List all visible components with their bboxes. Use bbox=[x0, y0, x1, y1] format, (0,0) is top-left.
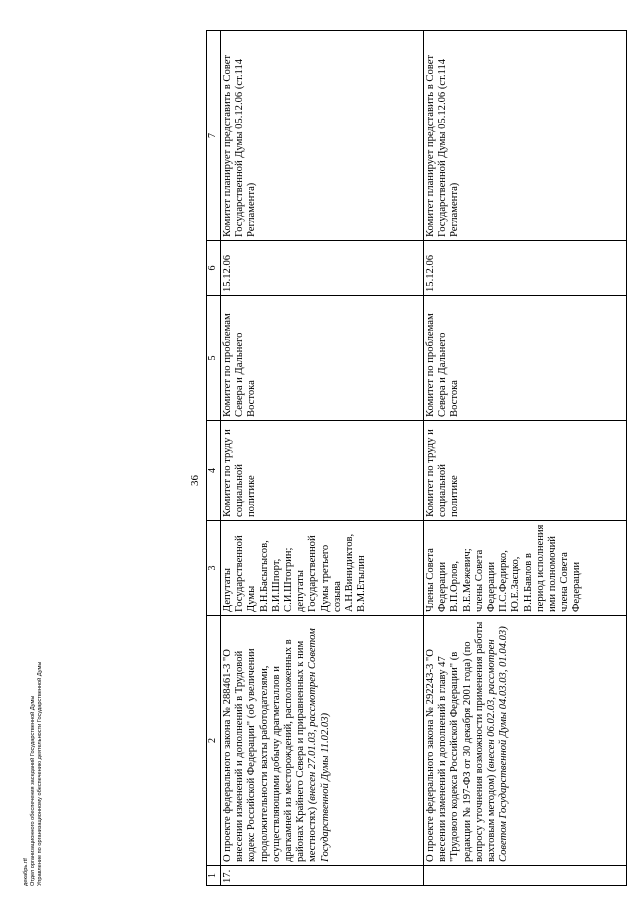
column-header: 7 bbox=[207, 31, 221, 241]
responsible-committee: Комитет по труду и социальной политике bbox=[424, 421, 627, 521]
footer-filename: декабрь.rtf bbox=[23, 858, 29, 886]
deadline-date: 15.12.06 bbox=[424, 241, 627, 296]
bill-authors: Члены Совета Федерации В.П.Орлов, В.Е.Межевич; члены Совета Федерации П.С.Федирко, Ю.Е.Заєцко, В.Н.Бавлов в период исполнения ими полномочий члена Совета Федерации bbox=[424, 521, 627, 616]
bills-table bbox=[206, 30, 627, 886]
committee-plan: Комитет планирует представить в Совет Государственной Думы 05.12.06 (ст.114 Регламента) bbox=[221, 31, 424, 241]
co-executor-committee: Комитет по проблемам Севера и Дальнего Востока bbox=[221, 296, 424, 421]
bill-title: О проекте федерального закона № 292243-3 "О внесении изменений и дополнений в главу 47 "Трудового кодекса Российской Федерации" (в редакции № 197-ФЗ от 30 декабря 2001 года) (по вопросу уточнения возможности применения работы вахтовым методом) bbox=[425, 621, 498, 862]
column-header: 3 bbox=[207, 521, 221, 616]
co-executor-committee: Комитет по проблемам Севера и Дальнего Востока bbox=[424, 296, 627, 421]
document-page bbox=[23, 31, 583, 886]
column-header: 6 bbox=[207, 241, 221, 296]
committee-plan: Комитет планирует представить в Совет Государственной Думы 05.12.06 (ст.114 Регламента) bbox=[424, 31, 627, 241]
footer-department: Отдел организационного обеспечения заседаний Государственной Думы bbox=[30, 695, 36, 886]
bill-description bbox=[221, 616, 424, 866]
row-number: 17. bbox=[221, 866, 424, 886]
column-header: 1 bbox=[207, 866, 221, 886]
bill-title: О проекте федерального закона № 288461-3 "О внесении изменений и дополнений в Трудовой кодекс Российской Федерации" (об увеличении продолжительности вахты работодателями, осуществляющими добычу драгметаллов и драгкамней из месторождений, расположенных в районах Крайнего Севера и приравненных к ним местностях) bbox=[222, 639, 319, 862]
footer-directorate: Управление по организационному обеспечению деятельности Государственной Думы bbox=[37, 661, 43, 886]
table-row bbox=[424, 31, 627, 886]
row-number bbox=[424, 866, 627, 886]
column-header: 2 bbox=[207, 616, 221, 866]
column-header: 4 bbox=[207, 421, 221, 521]
bill-note: (внесен 06.02.03, рассмотрен Советом Государственной Думы 04.03.03, 01.04.03) bbox=[486, 626, 510, 862]
bill-authors: Депутаты Государственной Думы В.Н.Басыгысов, В.И.Шпорт, С.И.Штогрин; депутаты Государственной Думы третьего созыва А.Н.Винидиктов, В.М.Етылин bbox=[221, 521, 424, 616]
page-number: 36 bbox=[189, 475, 201, 486]
bill-note: (внесен 27.01.03, рассмотрен Советом Государственной Думы 11.02.03) bbox=[307, 628, 331, 862]
column-header: 5 bbox=[207, 296, 221, 421]
table-header-row bbox=[207, 31, 221, 886]
document-footer bbox=[23, 662, 44, 886]
bill-description bbox=[424, 616, 627, 866]
table-row bbox=[221, 31, 424, 886]
deadline-date: 15.12.06 bbox=[221, 241, 424, 296]
responsible-committee: Комитет по труду и социальной политике bbox=[221, 421, 424, 521]
